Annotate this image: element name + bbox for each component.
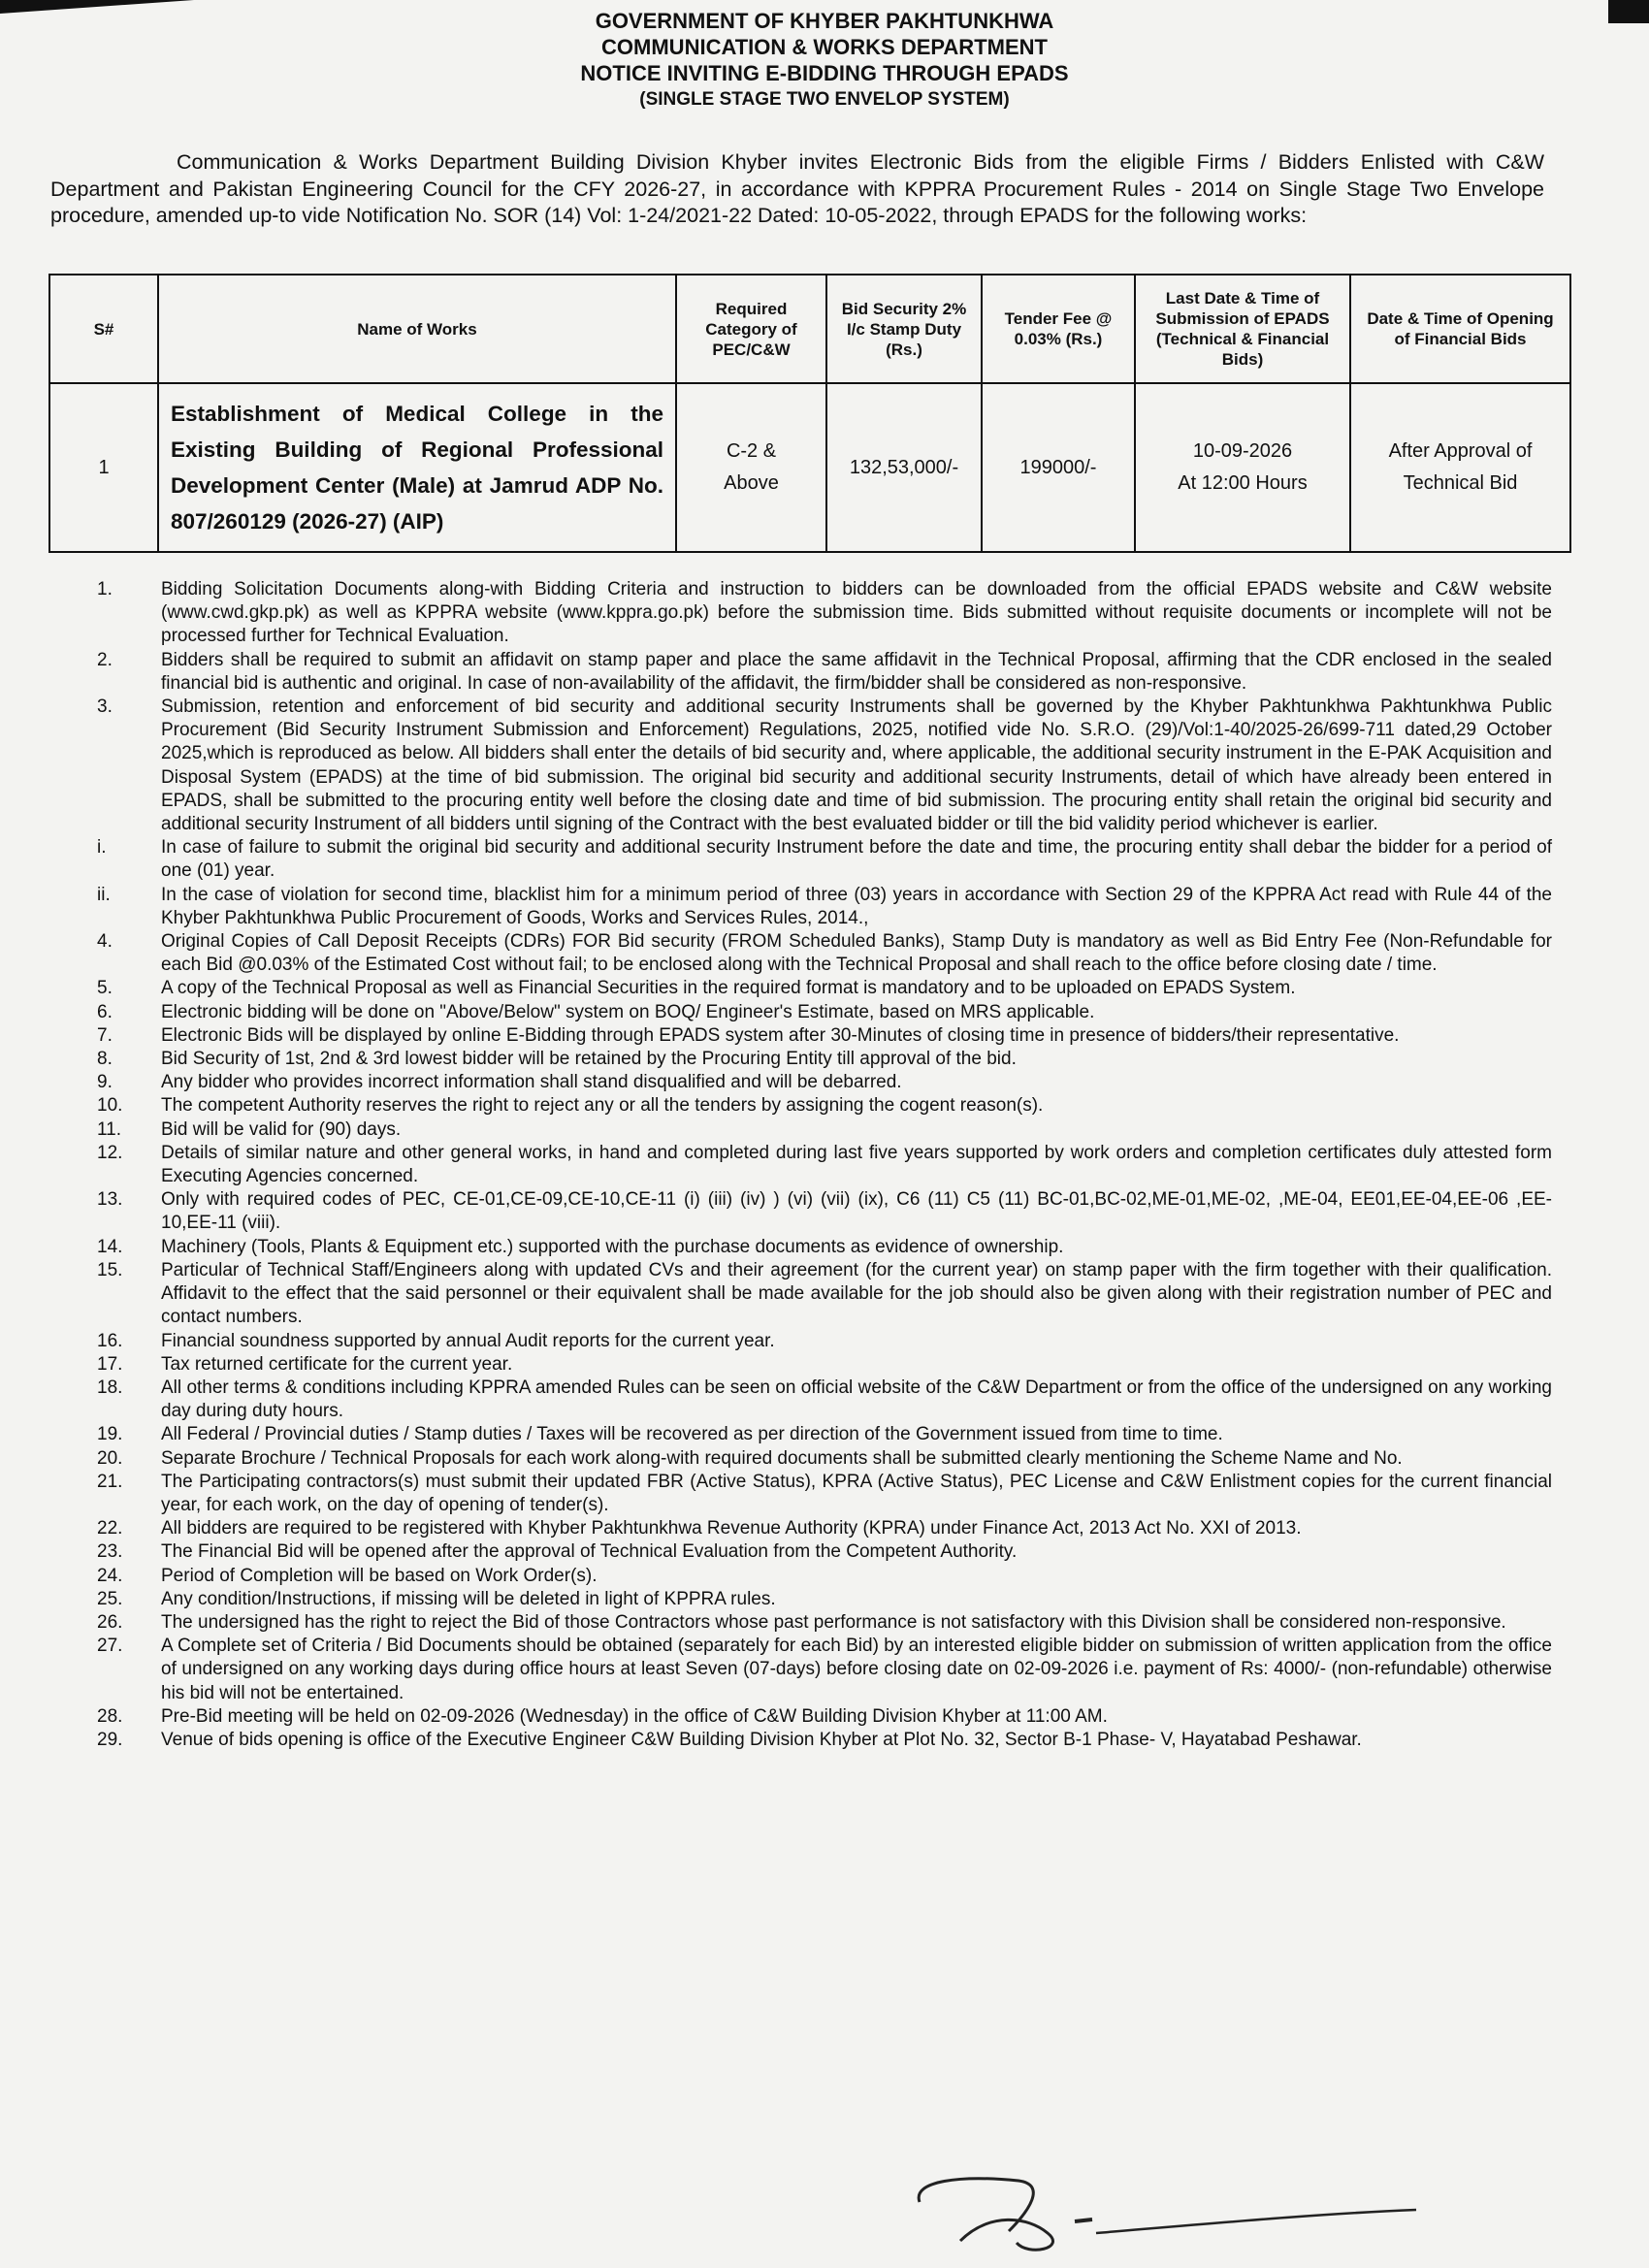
list-item-number: 3.: [97, 697, 113, 718]
list-item: [39, 977, 1552, 1000]
list-item-text: Bid will be valid for (90) days.: [161, 1118, 402, 1140]
list-item: [39, 1094, 1552, 1118]
list-item-text: Period of Completion will be based on Work Order(s).: [161, 1565, 598, 1586]
cell-tender-fee: 199000/-: [982, 383, 1135, 552]
list-item: [39, 1118, 1552, 1142]
list-item-text: All bidders are required to be registered with Khyber Pakhtunkhwa Revenue Authority (KPRA) under Finance Act, 2013 Act No. XXI of 2013.: [161, 1518, 1302, 1539]
list-item-number: 18.: [97, 1377, 123, 1398]
list-item-number: 5.: [97, 978, 113, 999]
list-item-text: Only with required codes of PEC, CE-01,CE-09,CE-10,CE-11 (i) (iii) (iv) ) (vi) (vii) (ix), C6 (11) C5 (11) BC-01,BC-02,ME-01,ME-02, ,ME-04, EE01,EE-04,EE-06 ,EE-10,EE-11 (viii).: [161, 1189, 1552, 1234]
list-item-number: 15.: [97, 1259, 123, 1280]
list-item: [39, 696, 1552, 836]
list-item: [39, 1611, 1552, 1635]
list-item-number: 14.: [97, 1236, 123, 1257]
list-item: [39, 1447, 1552, 1471]
list-item: [39, 1471, 1552, 1517]
header-bid-security: Bid Security 2% I/c Stamp Duty (Rs.): [826, 275, 982, 383]
list-item-text: The competent Authority reserves the right to reject any or all the tenders by assigning the cogent reason(s).: [161, 1095, 1044, 1117]
list-item: [39, 884, 1552, 930]
list-item-text: Original Copies of Call Deposit Receipts (CDRs) FOR Bid security (FROM Scheduled Banks), Stamp Duty is mandatory as well as Bid Entry Fee (Non-Refundable for each Bid @0.03% of the Estimated Cost without fail; to be enclosed along with the Technical Proposal and shall reach to the office before closing date / time.: [161, 931, 1552, 976]
list-item-number: 8.: [97, 1049, 113, 1070]
list-item-number: 25.: [97, 1588, 123, 1609]
list-item-text: Electronic bidding will be done on "Above/Below" system on BOQ/ Engineer's Estimate, based on MRS applicable.: [161, 1001, 1095, 1022]
list-item-text: All other terms & conditions including KPPRA amended Rules can be seen on official website of the C&W Department or from the office of the undersigned on any working day during duty hours.: [161, 1377, 1552, 1422]
list-item: [39, 1705, 1552, 1729]
list-item-text: A Complete set of Criteria / Bid Documents should be obtained (separately for each Bid) by an interested eligible bidder on submission of written application from the office of undersigned on any working days during office hours at least Seven (07-days) before closing date on 02-09-2026 i.e. payment of Rs: 4000/- (non-refundable) otherwise his bid will not be entertained.: [161, 1636, 1552, 1703]
list-item-text: Tax returned certificate for the current year.: [161, 1353, 513, 1375]
heading-system: (SINGLE STAGE TWO ENVELOP SYSTEM): [639, 89, 1010, 110]
cell-bid-security: 132,53,000/-: [826, 383, 982, 552]
list-item-number: 6.: [97, 1001, 113, 1022]
list-item-number: 4.: [97, 931, 113, 953]
list-item: [39, 836, 1552, 883]
list-item-number: ii.: [97, 884, 111, 905]
cell-last-date: [1135, 383, 1350, 552]
works-table: [48, 274, 1571, 553]
list-item: [39, 1565, 1552, 1588]
notice-heading: [0, 8, 1649, 113]
list-item-number: 24.: [97, 1565, 123, 1586]
category-line-2: Above: [724, 472, 779, 494]
header-name-of-works: Name of Works: [158, 275, 676, 383]
list-item-number: 12.: [97, 1142, 123, 1163]
list-item-number: 17.: [97, 1353, 123, 1375]
list-item-text: Bid Security of 1st, 2nd & 3rd lowest bidder will be retained by the Procuring Entity till approval of the bid.: [161, 1049, 1017, 1070]
list-item-text: Pre-Bid meeting will be held on 02-09-2026 (Wednesday) in the office of C&W Building Division Khyber at 11:00 AM.: [161, 1705, 1108, 1727]
list-item: [39, 649, 1552, 696]
list-item-text: In case of failure to submit the original bid security and additional security Instrument before the date and time, the procuring entity shall debar the bidder for a period of one (01) year.: [161, 837, 1552, 882]
list-item-number: 26.: [97, 1611, 123, 1633]
heading-notice-title: NOTICE INVITING E-BIDDING THROUGH EPADS: [580, 61, 1069, 85]
table-row: [49, 383, 1570, 552]
list-item-number: 7.: [97, 1024, 113, 1046]
cell-name-of-works: Establishment of Medical College in the Existing Building of Regional Professional Development Center (Male) at Jamrud ADP No. 807/260129 (2026-27) (AIP): [158, 383, 676, 552]
list-item-number: 11.: [97, 1118, 122, 1140]
list-item-number: 29.: [97, 1729, 123, 1750]
heading-department: COMMUNICATION & WORKS DEPARTMENT: [601, 35, 1048, 59]
header-tender-fee: Tender Fee @ 0.03% (Rs.): [982, 275, 1135, 383]
list-item-text: Submission, retention and enforcement of bid security and additional security Instruments shall be governed by the Khyber Pakhtunkhwa Pakhtunkhwa Public Procurement (Bid Security Instrument Submission and Enforcement) Regulations, 2025, notified vide No. S.R.O. (29)/Vol:1-40/2025-26/699-711 dated,29 October 2025,which is reproduced as below. All bidders shall enter the details of bid security and, where applicable, the additional security instrument in the E-PAK Acquisition and Disposal System (EPADS) at the time of bid submission. The original bid security and additional security Instruments, detail of which have already been entered in EPADS, shall be submitted to the procuring entity well before the closing date and time of bid submission. The procuring entity shall retain the original bid security and additional security Instrument of all bidders until signing of the Contract with the best evaluated bidder or till the bid validity period whichever is earlier.: [161, 697, 1552, 835]
list-item: [39, 1142, 1552, 1188]
list-item: [39, 1729, 1552, 1752]
list-item-text: All Federal / Provincial duties / Stamp duties / Taxes will be recovered as per direction of the Government issued from time to time.: [161, 1424, 1223, 1445]
heading-government: GOVERNMENT OF KHYBER PAKHTUNKHWA: [595, 9, 1054, 33]
list-item-text: Machinery (Tools, Plants & Equipment etc.) supported with the purchase documents as evidence of ownership.: [161, 1236, 1064, 1257]
list-item-number: 9.: [97, 1072, 113, 1093]
list-item-text: Venue of bids opening is office of the Executive Engineer C&W Building Division Khyber at Plot No. 32, Sector B-1 Phase- V, Hayatabad Peshawar.: [161, 1729, 1362, 1750]
header-category: Required Category of PEC/C&W: [676, 275, 826, 383]
list-item-number: 20.: [97, 1447, 123, 1469]
list-item: [39, 1377, 1552, 1423]
list-item: [39, 1635, 1552, 1705]
list-item: [39, 1188, 1552, 1235]
list-item: [39, 1048, 1552, 1071]
list-item-number: 23.: [97, 1541, 123, 1563]
list-item: [39, 1024, 1552, 1048]
table-header-row: [49, 275, 1570, 383]
header-serial: S#: [49, 275, 158, 383]
last-date-value: 10-09-2026: [1192, 440, 1293, 462]
list-item-text: The Participating contractors(s) must submit their updated FBR (Active Status), KPRA (Active Status), PEC License and C&W Enlistment copies for the current financial year, for each work, on the day of opening of tender(s).: [161, 1471, 1552, 1515]
list-item: [39, 578, 1552, 649]
list-item-text: Details of similar nature and other general works, in hand and completed during last five years supported by work orders and completion certificates duly attested form Executing Agencies concerned.: [161, 1142, 1552, 1187]
cell-serial: 1: [49, 383, 158, 552]
list-item-text: The Financial Bid will be opened after the approval of Technical Evaluation from the Competent Authority.: [161, 1541, 1018, 1563]
last-time-value: At 12:00 Hours: [1178, 472, 1308, 494]
list-item: [39, 1259, 1552, 1330]
list-item-number: 28.: [97, 1705, 123, 1727]
list-item-text: The undersigned has the right to reject the Bid of those Contractors whose past performance is not satisfactory with this Division shall be considered non-responsive.: [161, 1611, 1506, 1633]
list-item-text: Electronic Bids will be displayed by online E-Bidding through EPADS system after 30-Minutes of closing time in presence of bidders/their representative.: [161, 1024, 1400, 1046]
header-last-date: Last Date & Time of Submission of EPADS (Technical & Financial Bids): [1135, 275, 1350, 383]
list-item: [39, 1071, 1552, 1094]
list-item-text: Any condition/Instructions, if missing will be deleted in light of KPPRA rules.: [161, 1588, 776, 1609]
category-line-1: C-2 &: [726, 440, 777, 462]
list-item-text: Financial soundness supported by annual Audit reports for the current year.: [161, 1330, 775, 1351]
list-item-text: Bidders shall be required to submit an affidavit on stamp paper and place the same affidavit in the Technical Proposal, affirming that the CDR enclosed in the sealed financial bid is authentic and original. In case of non-availability of the affidavit, the firm/bidder shall be considered as non-responsive.: [161, 649, 1552, 694]
list-item-text: Separate Brochure / Technical Proposals for each work along-with required documents shall be submitted clearly mentioning the Scheme Name and No.: [161, 1447, 1403, 1469]
list-item-number: 27.: [97, 1636, 123, 1657]
list-item: [39, 1423, 1552, 1446]
list-item: [39, 1236, 1552, 1259]
list-item-number: 10.: [97, 1095, 123, 1117]
list-item: [39, 1330, 1552, 1353]
list-item: [39, 930, 1552, 977]
list-item: [39, 1001, 1552, 1024]
list-item: [39, 1353, 1552, 1377]
list-item-text: A copy of the Technical Proposal as well as Financial Securities in the required format is mandatory and to be uploaded on EPADS System.: [161, 978, 1296, 999]
list-item-number: 21.: [97, 1471, 123, 1492]
list-item-number: 16.: [97, 1330, 123, 1351]
list-item: [39, 1517, 1552, 1540]
list-item-number: 13.: [97, 1189, 123, 1211]
list-item-text: Any bidder who provides incorrect information shall stand disqualified and will be debarred.: [161, 1072, 902, 1093]
list-item-text: Particular of Technical Staff/Engineers along with updated CVs and their agreement (for the current year) on stamp paper with the firm together with their qualification. Affidavit to the effect that the said personnel or their equivalent shall be made available for the job should also be given along with their registration number of PEC and contact numbers.: [161, 1259, 1552, 1328]
cell-opening-date: After Approval of Technical Bid: [1350, 383, 1570, 552]
list-item: [39, 1588, 1552, 1611]
list-item-text: In the case of violation for second time, blacklist him for a minimum period of three (03) years in accordance with Section 29 of the KPPRA Act read with Rule 44 of the Khyber Pakhtunkhwa Public Procurement of Goods, Works and Services Rules, 2014.,: [161, 884, 1552, 928]
terms-list: [39, 578, 1552, 1752]
list-item-number: i.: [97, 837, 107, 859]
list-item-number: 19.: [97, 1424, 123, 1445]
list-item-number: 22.: [97, 1518, 123, 1539]
list-item-number: 2.: [97, 649, 113, 670]
intro-paragraph: Communication & Works Department Building Division Khyber invites Electronic Bids from the eligible Firms / Bidders Enlisted with C&W Department and Pakistan Engineering Council for the CFY 2026-27, in accordance with KPPRA Procurement Rules - 2014 on Single Stage Two Envelope procedure, amended up-to vide Notification No. SOR (14) Vol: 1-24/2021-22 Dated: 10-05-2022, through EPADS for the following works:: [50, 150, 1544, 227]
signature: [902, 2173, 1426, 2260]
cell-category: [676, 383, 826, 552]
list-item: [39, 1540, 1552, 1564]
list-item-number: 1.: [97, 579, 113, 599]
header-opening-date: Date & Time of Opening of Financial Bids: [1350, 275, 1570, 383]
list-item-text: Bidding Solicitation Documents along-with Bidding Criteria and instruction to bidders can be downloaded from the official EPADS website and C&W website (www.cwd.gkp.pk) as well as KPPRA website (www.kppra.go.pk) before the submission time. Bids submitted without requisite documents or incomplete will not be processed further for Technical Evaluation.: [161, 579, 1552, 647]
